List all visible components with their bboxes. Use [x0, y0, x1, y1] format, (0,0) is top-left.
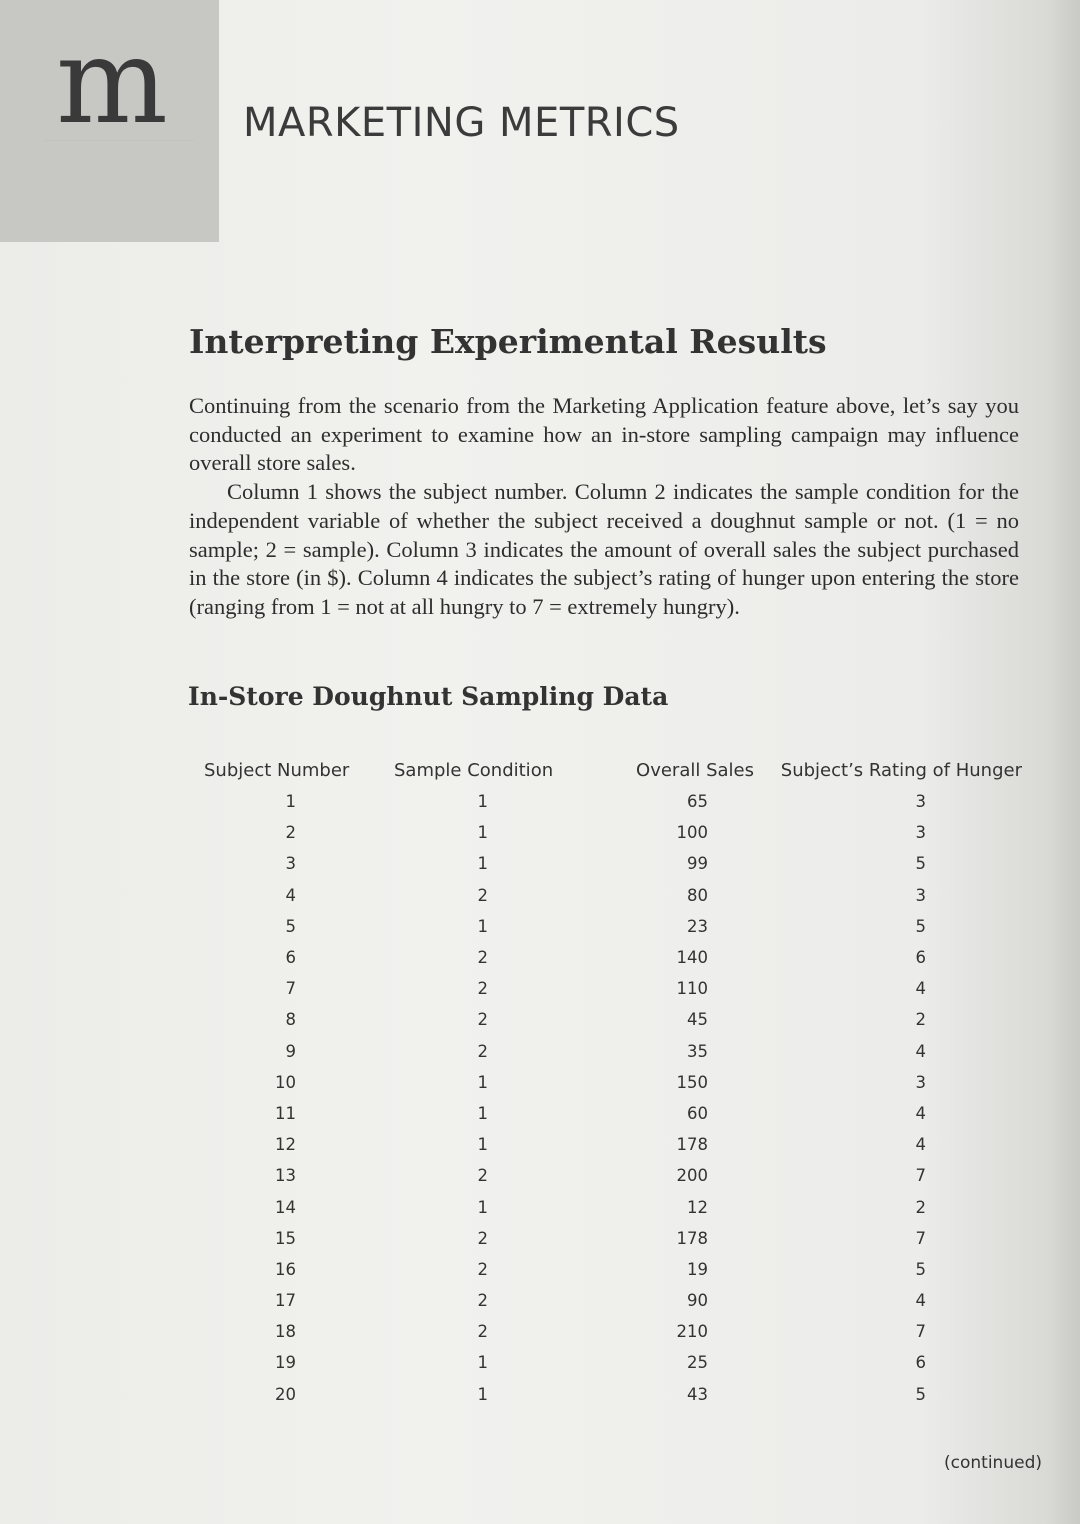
cell-overall-sales: 35 [687, 1041, 708, 1061]
cell-overall-sales: 178 [676, 1228, 708, 1248]
cell-hunger-rating: 5 [915, 1259, 926, 1279]
cell-overall-sales: 210 [676, 1322, 708, 1342]
table-row [196, 786, 1026, 817]
cell-overall-sales: 178 [676, 1135, 708, 1155]
chapter-logo-box [0, 0, 219, 242]
table-row [196, 1098, 1026, 1129]
logo-decoration [44, 140, 194, 221]
cell-hunger-rating: 7 [915, 1322, 926, 1342]
cell-sample-condition: 1 [477, 1353, 488, 1373]
cell-subject-number: 18 [275, 1322, 296, 1342]
cell-subject-number: 4 [285, 885, 296, 905]
continued-note: (continued) [944, 1453, 1042, 1473]
table-row [196, 848, 1026, 879]
cell-subject-number: 6 [285, 948, 296, 968]
table-row [196, 817, 1026, 848]
header-overall-sales: Overall Sales [636, 759, 754, 781]
table-row [196, 880, 1026, 911]
cell-subject-number: 8 [285, 1010, 296, 1030]
cell-sample-condition: 2 [477, 1259, 488, 1279]
table-row [196, 911, 1026, 942]
cell-hunger-rating: 2 [915, 1197, 926, 1217]
cell-overall-sales: 25 [687, 1353, 708, 1373]
cell-subject-number: 7 [285, 979, 296, 999]
cell-subject-number: 19 [275, 1353, 296, 1373]
table-row [196, 942, 1026, 973]
table-row [196, 1129, 1026, 1160]
cell-sample-condition: 1 [477, 854, 488, 874]
table-body [196, 786, 1026, 1410]
cell-overall-sales: 150 [676, 1072, 708, 1092]
cell-hunger-rating: 5 [915, 916, 926, 936]
chapter-logo-letter: m [56, 12, 166, 150]
cell-sample-condition: 1 [477, 792, 488, 812]
paragraph-1: Continuing from the scenario from the Marketing Application feature above, let’s say you conducted an experiment to examine how an in-store sampling campaign may influence overall store sales. [189, 393, 1019, 476]
cell-sample-condition: 2 [477, 1041, 488, 1061]
cell-hunger-rating: 4 [915, 979, 926, 999]
cell-overall-sales: 140 [676, 948, 708, 968]
cell-hunger-rating: 2 [915, 1010, 926, 1030]
cell-overall-sales: 80 [687, 885, 708, 905]
cell-overall-sales: 99 [687, 854, 708, 874]
table-header-row [196, 754, 1026, 786]
cell-subject-number: 2 [285, 823, 296, 843]
table-row [196, 1191, 1026, 1222]
cell-subject-number: 3 [285, 854, 296, 874]
cell-subject-number: 1 [285, 792, 296, 812]
cell-sample-condition: 1 [477, 1072, 488, 1092]
cell-sample-condition: 1 [477, 1135, 488, 1155]
cell-subject-number: 16 [275, 1259, 296, 1279]
cell-subject-number: 14 [275, 1197, 296, 1217]
cell-hunger-rating: 3 [915, 823, 926, 843]
cell-sample-condition: 2 [477, 979, 488, 999]
header-subject-number: Subject Number [204, 759, 350, 781]
cell-overall-sales: 200 [676, 1166, 708, 1186]
cell-sample-condition: 2 [477, 948, 488, 968]
cell-sample-condition: 2 [477, 1322, 488, 1342]
cell-hunger-rating: 4 [915, 1135, 926, 1155]
cell-sample-condition: 1 [477, 1197, 488, 1217]
cell-hunger-rating: 3 [915, 792, 926, 812]
article-heading: Interpreting Experimental Results [189, 322, 827, 361]
cell-overall-sales: 19 [687, 1259, 708, 1279]
table-title: In-Store Doughnut Sampling Data [188, 682, 669, 711]
header-hunger-rating: Subject’s Rating of Hunger [780, 759, 1022, 781]
cell-sample-condition: 2 [477, 1010, 488, 1030]
cell-hunger-rating: 6 [915, 1353, 926, 1373]
table-row [196, 1004, 1026, 1035]
table-row [196, 1316, 1026, 1347]
cell-sample-condition: 2 [477, 1228, 488, 1248]
sampling-data-table [196, 754, 1026, 1410]
cell-sample-condition: 1 [477, 1103, 488, 1123]
cell-overall-sales: 43 [687, 1384, 708, 1404]
cell-overall-sales: 110 [676, 979, 708, 999]
table-row [196, 1036, 1026, 1067]
cell-overall-sales: 65 [687, 792, 708, 812]
cell-subject-number: 13 [275, 1166, 296, 1186]
table-row [196, 1067, 1026, 1098]
cell-hunger-rating: 5 [915, 1384, 926, 1404]
cell-subject-number: 9 [285, 1041, 296, 1061]
cell-subject-number: 17 [275, 1291, 296, 1311]
section-title: MARKETING METRICS [243, 100, 680, 146]
table-row [196, 1379, 1026, 1410]
paragraph-2: Column 1 shows the subject number. Column 2 indicates the sample condition for the independent variable of whether the subject received a doughnut sample or not. (1 = no sample; 2 = sample). Column 3 indicates the amount of overall sales the subject purchased in the store (in $). Column 4 indicates the subject’s rating of hunger upon entering the store (ranging from 1 = not at all hungry to 7 = extremely hungry). [189, 479, 1019, 619]
cell-sample-condition: 2 [477, 1291, 488, 1311]
cell-sample-condition: 1 [477, 916, 488, 936]
cell-sample-condition: 1 [477, 1384, 488, 1404]
cell-hunger-rating: 4 [915, 1041, 926, 1061]
cell-subject-number: 5 [285, 916, 296, 936]
table-row [196, 1223, 1026, 1254]
cell-hunger-rating: 5 [915, 854, 926, 874]
cell-overall-sales: 100 [676, 823, 708, 843]
cell-subject-number: 10 [275, 1072, 296, 1092]
cell-hunger-rating: 3 [915, 1072, 926, 1092]
cell-hunger-rating: 6 [915, 948, 926, 968]
table-row [196, 1160, 1026, 1191]
cell-hunger-rating: 4 [915, 1291, 926, 1311]
cell-hunger-rating: 7 [915, 1228, 926, 1248]
cell-overall-sales: 12 [687, 1197, 708, 1217]
table-row [196, 1347, 1026, 1378]
cell-sample-condition: 2 [477, 1166, 488, 1186]
article-body [189, 392, 1019, 622]
table-row [196, 1254, 1026, 1285]
table-row [196, 973, 1026, 1004]
cell-subject-number: 11 [275, 1103, 296, 1123]
cell-sample-condition: 1 [477, 823, 488, 843]
cell-sample-condition: 2 [477, 885, 488, 905]
cell-hunger-rating: 7 [915, 1166, 926, 1186]
cell-hunger-rating: 3 [915, 885, 926, 905]
cell-overall-sales: 45 [687, 1010, 708, 1030]
cell-overall-sales: 60 [687, 1103, 708, 1123]
cell-subject-number: 15 [275, 1228, 296, 1248]
cell-overall-sales: 90 [687, 1291, 708, 1311]
cell-subject-number: 12 [275, 1135, 296, 1155]
cell-subject-number: 20 [275, 1384, 296, 1404]
cell-overall-sales: 23 [687, 916, 708, 936]
header-sample-condition: Sample Condition [394, 759, 554, 781]
cell-hunger-rating: 4 [915, 1103, 926, 1123]
table-row [196, 1285, 1026, 1316]
